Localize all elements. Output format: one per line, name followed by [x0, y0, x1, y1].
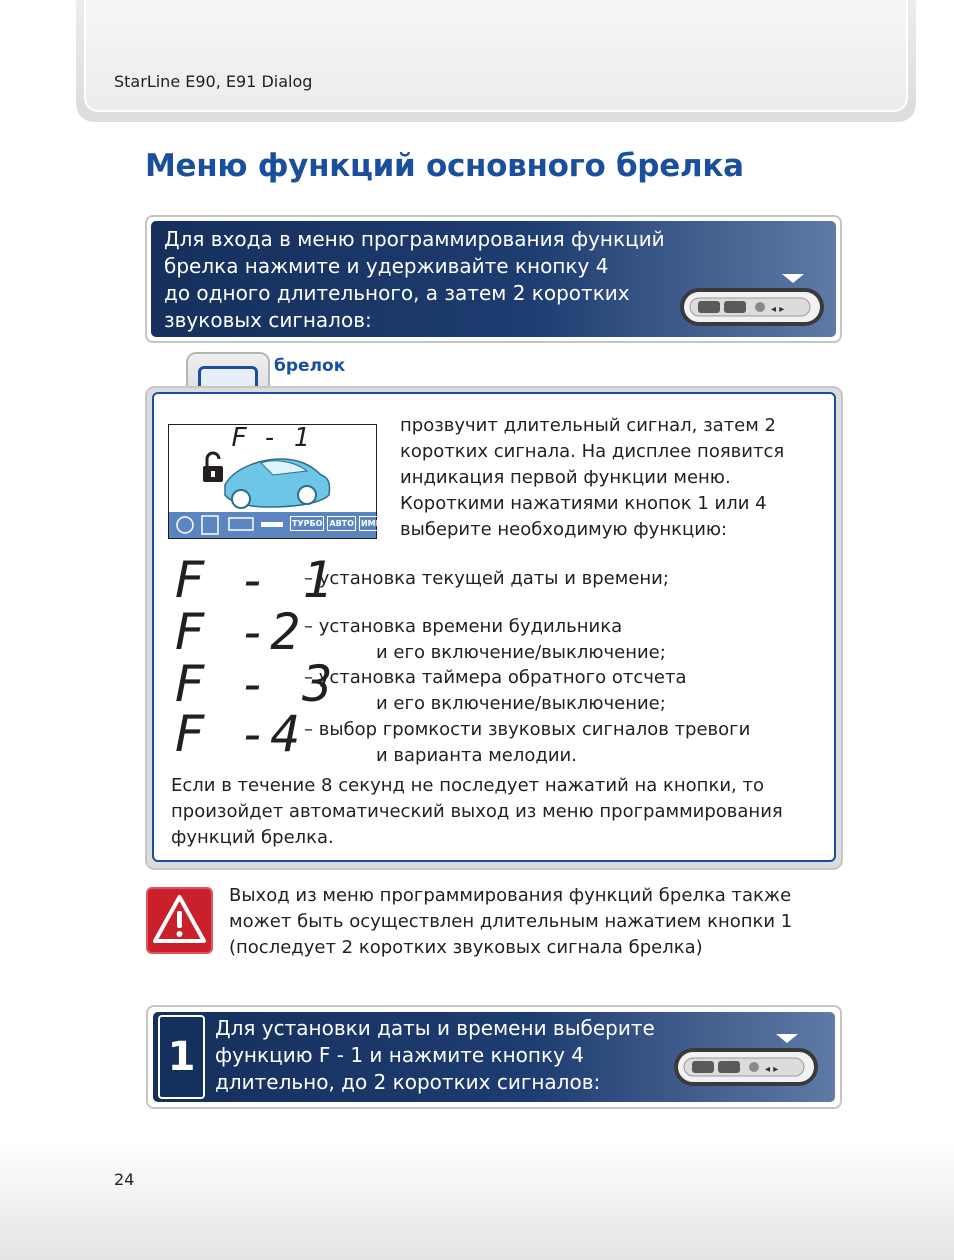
- warning-line: Выход из меню программирования функций брелка также: [229, 885, 792, 906]
- description-line: индикация первой функции меню.: [400, 467, 731, 488]
- badge-turbo: ТУРБО: [290, 516, 324, 531]
- function-line: и варианта мелодии.: [376, 745, 577, 766]
- function-line: и его включение/выключение;: [376, 642, 666, 663]
- description-line: прозвучит длительный сигнал, затем 2: [400, 415, 777, 436]
- function-line: – установка таймера обратного отсчета: [304, 667, 687, 688]
- lcd-function-text: F - 1: [231, 423, 310, 453]
- description-text: [400, 413, 784, 543]
- description-line: коротких сигнала. На дисплее появится: [400, 441, 785, 462]
- warning-text: [229, 883, 792, 961]
- car-icon: [225, 459, 330, 508]
- intro-line: брелка нажмите и удерживайте кнопку 4: [164, 254, 609, 278]
- timeout-line: произойдет автоматический выход из меню программирования: [171, 801, 783, 822]
- header-product: StarLine E90, E91 Dialog: [114, 72, 313, 91]
- warning-line: может быть осуществлен длительным нажатием кнопки 1: [229, 911, 793, 932]
- warning-badge: [146, 887, 213, 954]
- intro-line: до одного длительного, а затем 2 коротких: [164, 281, 630, 305]
- keyfob-button-4-icon: [670, 1030, 822, 1090]
- function-line: и его включение/выключение;: [376, 693, 666, 714]
- page-title: Меню функций основного брелка: [145, 148, 744, 184]
- wrench-icon: [261, 522, 283, 527]
- lock-open-icon: [203, 453, 223, 482]
- warning-icon: [148, 889, 211, 952]
- lcd-display: [168, 423, 391, 539]
- function-desc-f3: [304, 665, 687, 717]
- function-line: – выбор громкости звуковых сигналов тревоги: [304, 719, 751, 740]
- tab-label: брелок: [274, 356, 346, 376]
- step-line: Для установки даты и времени выберите: [215, 1016, 655, 1040]
- description-line: Короткими нажатиями кнопок 1 или 4: [400, 493, 767, 514]
- svg-text:◂ ▸: ◂ ▸: [771, 304, 785, 315]
- svg-text:◂ ▸: ◂ ▸: [765, 1064, 779, 1075]
- function-code-f2: F -2: [174, 603, 303, 661]
- page-number: 24: [114, 1170, 135, 1189]
- intro-line: звуковых сигналов:: [164, 308, 372, 332]
- step-line: длительно, до 2 коротких сигналов:: [215, 1070, 601, 1094]
- intro-text: [164, 226, 665, 334]
- function-code-f3: F - 3: [174, 655, 335, 713]
- warning-line: (последует 2 коротких звуковых сигнала брелка): [229, 937, 703, 958]
- timeout-text: [171, 773, 783, 851]
- function-line: – установка времени будильника: [304, 616, 623, 637]
- description-line: выберите необходимую функцию:: [400, 519, 728, 540]
- function-desc-f2: [304, 614, 666, 666]
- intro-line: Для входа в меню программирования функций: [164, 227, 665, 251]
- keyfob-button-4-icon: [676, 270, 828, 330]
- function-code-f4: F -4: [174, 705, 303, 763]
- function-line: – установка текущей даты и времени;: [304, 568, 669, 589]
- step-number: 1: [158, 1015, 205, 1099]
- function-code-f1: F - 1: [174, 551, 335, 609]
- badge-auto: АВТО: [327, 516, 356, 531]
- header-panel: [84, 0, 908, 112]
- step-text: [215, 1015, 655, 1096]
- footer-band: [0, 1140, 954, 1260]
- function-desc-f4: [304, 717, 750, 769]
- timeout-line: функций брелка.: [171, 827, 334, 848]
- step-line: функцию F - 1 и нажмите кнопку 4: [215, 1043, 584, 1067]
- function-desc-f1: [304, 566, 669, 592]
- badge-immo: ИММО: [359, 516, 392, 531]
- timeout-line: Если в течение 8 секунд не последует нажатий на кнопки, то: [171, 775, 764, 796]
